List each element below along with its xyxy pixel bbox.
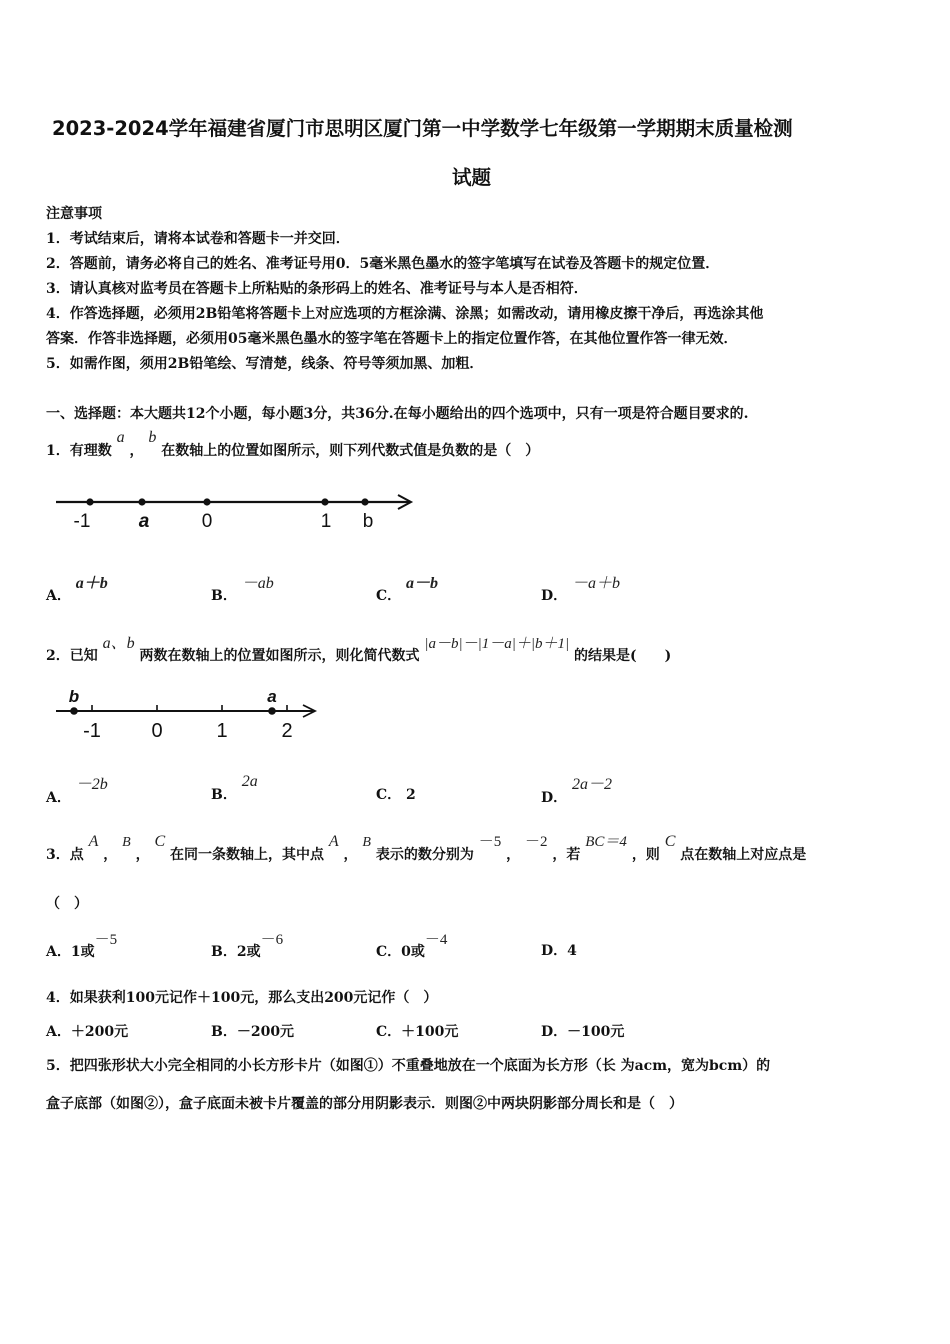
q1-var-a: a <box>116 429 125 446</box>
q5-stem-line1: 5．把四张形状大小完全相同的小长方形卡片（如图①）不重叠地放在一个底面为长方形（长 为acm，宽为bcm）的 <box>46 1058 771 1074</box>
q1-point <box>321 498 328 505</box>
q2-option-b[interactable]: B． 2a <box>211 773 258 803</box>
q2-axis-label: 0 <box>151 720 163 742</box>
q1-point <box>86 498 93 505</box>
q1-suffix: 在数轴上的位置如图所示，则下列代数式值是负数的是（ ） <box>161 443 540 459</box>
q1-comma: ， <box>129 443 144 459</box>
q2-axis-label: -1 <box>83 720 101 742</box>
q1-var-b: b <box>148 429 157 446</box>
q1-option-a[interactable]: A． a＋b <box>46 575 108 604</box>
note-item: 2．答题前，请务必将自己的姓名、准考证号用0．5毫米黑色墨水的签字笔填写在试卷及答题卡的规定位置． <box>46 256 720 272</box>
q3-option-a[interactable]: A．1或－5 <box>46 932 118 960</box>
q2-option-c[interactable]: C． 2 <box>376 787 416 803</box>
q2-expression: |a－b|－|1－a|＋|b＋1| <box>424 636 570 652</box>
q3-stem: 3．点 A ， B ， C 在同一条数轴上，其中点 A ， B 表示的数分别为 －5 ， －2 ，若 BC＝4 ，则 C 点在数轴上对应点是 <box>46 833 807 863</box>
q1-point <box>361 498 368 505</box>
q4-stem: 4．如果获利100元记作＋100元，那么支出200元记作（ ） <box>46 990 438 1006</box>
q1-prefix: 1．有理数 <box>46 443 112 459</box>
note-item: 5．如需作图，须用2B铅笔绘、写清楚，线条、符号等须加黑、加粗． <box>46 356 484 372</box>
q4-option-b[interactable]: B．－200元 <box>211 1024 295 1040</box>
section-heading: 一、选择题：本大题共12个小题，每小题3分，共36分.在每小题给出的四个选项中，只有一项是符合题目要求的. <box>46 406 749 422</box>
page-title-line2: 试题 <box>452 166 492 189</box>
q1-axis-label: -1 <box>73 511 91 532</box>
q2-number-line <box>52 687 327 745</box>
q2-axis-label: a <box>267 687 277 706</box>
q2-point-a <box>268 707 276 715</box>
q1-option-c[interactable]: C． a－b <box>376 575 439 604</box>
q2-axis-label: 2 <box>281 720 293 742</box>
q3-stem-line2: （ ） <box>46 896 88 912</box>
q4-option-a[interactable]: A．＋200元 <box>46 1024 129 1040</box>
q2-axis-label: b <box>68 687 80 706</box>
q1-option-d[interactable]: D． －a＋b <box>541 575 621 604</box>
q2-mid: 两数在数轴上的位置如图所示，则化简代数式 <box>139 648 420 664</box>
q2-option-d[interactable]: D． 2a－2 <box>541 776 613 806</box>
q4-option-c[interactable]: C．＋100元 <box>376 1024 459 1040</box>
q5-stem-line2: 盒子底部（如图②），盒子底面未被卡片覆盖的部分用阴影表示．则图②中两块阴影部分周长和是（ ） <box>46 1096 683 1112</box>
q2-stem <box>46 630 672 664</box>
q1-axis-label: b <box>362 511 374 532</box>
q2-vars: a、b <box>102 635 135 652</box>
q3-option-c[interactable]: C．0或－4 <box>376 932 448 960</box>
note-item: 3．请认真核对监考员在答题卡上所粘贴的条形码上的姓名、准考证号与本人是否相符． <box>46 281 588 297</box>
q2-point-b <box>70 707 78 715</box>
page-title: 2023-2024学年福建省厦门市思明区厦门第一中学数学七年级第一学期期末质量检测 <box>52 117 793 140</box>
q2-prefix: 2．已知 <box>46 648 98 664</box>
q3-option-b[interactable]: B．2或－6 <box>211 932 284 960</box>
q1-number-line <box>50 488 420 538</box>
q1-axis-label: a <box>138 511 150 532</box>
q3-option-d[interactable]: D．4 <box>541 943 577 959</box>
q2-option-a[interactable]: A． －2b <box>46 776 108 806</box>
note-item: 4．作答选择题，必须用2B铅笔将答题卡上对应选项的方框涂满、涂黑；如需改动，请用橡皮擦干净后，再选涂其他 <box>46 306 764 322</box>
notes-heading: 注意事项 <box>46 206 102 222</box>
q1-axis-label: 0 <box>201 511 213 532</box>
q4-option-d[interactable]: D．－100元 <box>541 1024 625 1040</box>
q1-stem <box>46 427 539 459</box>
q1-option-b[interactable]: B． －ab <box>211 575 274 604</box>
note-item: 答案．作答非选择题，必须用05毫米黑色墨水的签字笔在答题卡上的指定位置作答，在其他位置作答一律无效． <box>46 331 738 347</box>
q1-point <box>203 498 210 505</box>
q1-point <box>138 498 145 505</box>
note-item: 1．考试结束后，请将本试卷和答题卡一并交回． <box>46 231 350 247</box>
q1-axis-label: 1 <box>320 511 332 532</box>
q2-suffix: 的结果是( ) <box>574 648 672 664</box>
q2-axis-label: 1 <box>216 720 228 742</box>
